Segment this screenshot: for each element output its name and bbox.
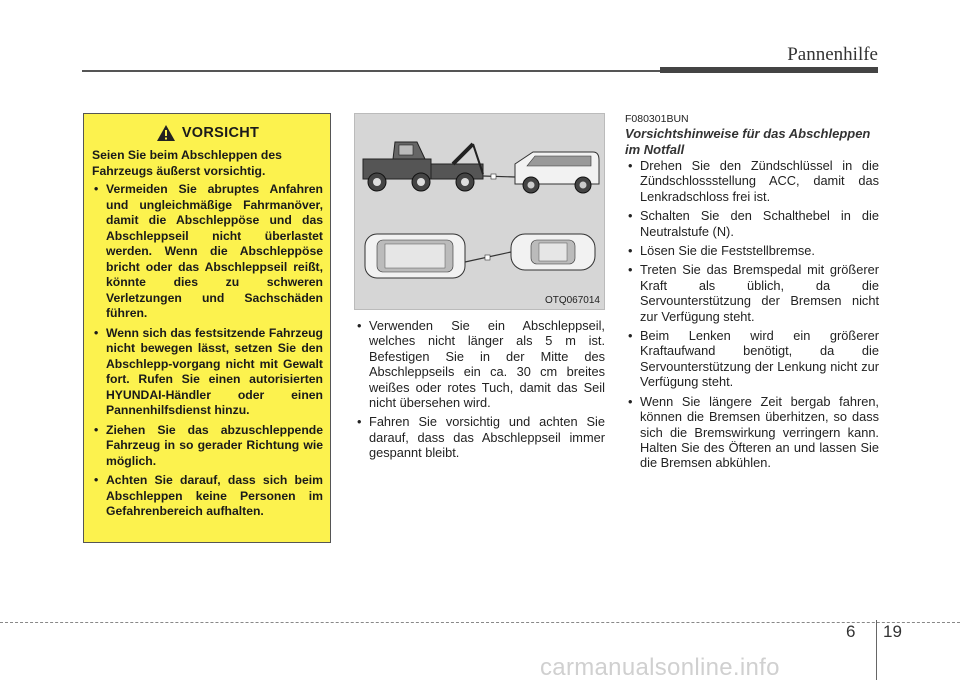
caution-item: • Ziehen Sie das abzuschleppende Fahrzeug in so gerader Richtung wie möglich. <box>92 423 323 470</box>
warning-triangle-icon <box>156 124 176 142</box>
section-heading: Vorsichtshinweise für das Abschleppen im Notfall <box>625 126 871 157</box>
precaution-item: • Treten Sie das Bremspedal mit größerer Kraft als üblich, da die Servounterstützung der Bremsen nicht zur Verfügung steht. <box>625 262 879 324</box>
caution-title: VORSICHT <box>181 125 260 141</box>
chapter-number: 6 <box>846 622 856 641</box>
precaution-item: • Wenn Sie längere Zeit bergab fahren, können die Bremsen überhitzen, so dass sich die Bremswirkung verringern kann. Halten Sie des Öfteren an und lassen Sie die Bremsen abkühlen. <box>625 394 879 471</box>
precaution-item: • Drehen Sie den Zündschlüssel in die Zündschlossstellung ACC, damit das Lenkradschloss frei ist. <box>625 158 879 204</box>
caution-header <box>92 124 323 142</box>
caution-item: • Achten Sie darauf, dass sich beim Abschleppen keine Personen im Gefahrenbereich aufhalten. <box>92 473 323 520</box>
caution-list <box>92 182 323 520</box>
header-rule <box>82 70 662 72</box>
instruction-item: • Fahren Sie vorsichtig und achten Sie darauf, dass das Abschleppseil immer gespannt bleibt. <box>354 414 605 460</box>
emergency-towing-list <box>625 158 879 475</box>
caution-item: • Wenn sich das festsitzende Fahrzeug nicht bewegen lässt, setzen Sie den Abschlepp-vorgang nicht mit Gewalt fort. Rufen Sie einen autorisierten HYUNDAI-Händler oder einen Pannenhilfsdienst hinzu. <box>92 326 323 419</box>
towing-van-top-graphic <box>365 234 465 278</box>
watermark: carmanualsonline.info <box>540 654 780 681</box>
towed-van-side-graphic <box>515 152 599 193</box>
page-number: 19 <box>883 622 902 641</box>
caution-box <box>83 113 331 543</box>
precaution-item: • Lösen Sie die Feststellbremse. <box>625 243 879 258</box>
figure-code: OTQ067014 <box>544 295 600 306</box>
precaution-item: • Schalten Sie den Schalthebel in die Neutralstufe (N). <box>625 208 879 239</box>
caution-intro: Seien Sie beim Abschleppen des Fahrzeugs äußerst vorsichtig. <box>92 148 282 178</box>
section-title: Pannenhilfe <box>787 44 878 65</box>
section-code: F080301BUN <box>625 113 689 125</box>
instruction-item: • Verwenden Sie ein Abschleppseil, welches nicht länger als 5 m ist. Befestigen Sie in der Mitte des Abschleppseils ein ca. 30 cm breites weißes oder rotes Tuch, damit das Seil nicht übersehen wird. <box>354 318 605 410</box>
precaution-item: • Beim Lenken wird ein größerer Kraftaufwand benötigt, da die Servounterstützung der Lenkung nicht zur Verfügung steht. <box>625 328 879 390</box>
footer-divider <box>876 620 877 680</box>
towing-instructions-list <box>354 318 605 465</box>
footer-rule <box>0 622 960 623</box>
tow-truck-graphic <box>363 142 483 191</box>
caution-item: • Vermeiden Sie abruptes Anfahren und ungleichmäßige Fahrmanöver, damit die Abschleppöse und das Abschleppseil nicht überlastet werden. Wenn die Abschleppöse bricht oder das Abschleppseil reißt, könnte dies zu schweren Verletzungen und Sachschäden führen. <box>92 182 323 322</box>
towing-illustration <box>354 113 605 310</box>
towed-car-top-graphic <box>511 234 595 270</box>
towing-diagram <box>355 114 606 311</box>
header-rule-accent <box>660 67 878 73</box>
